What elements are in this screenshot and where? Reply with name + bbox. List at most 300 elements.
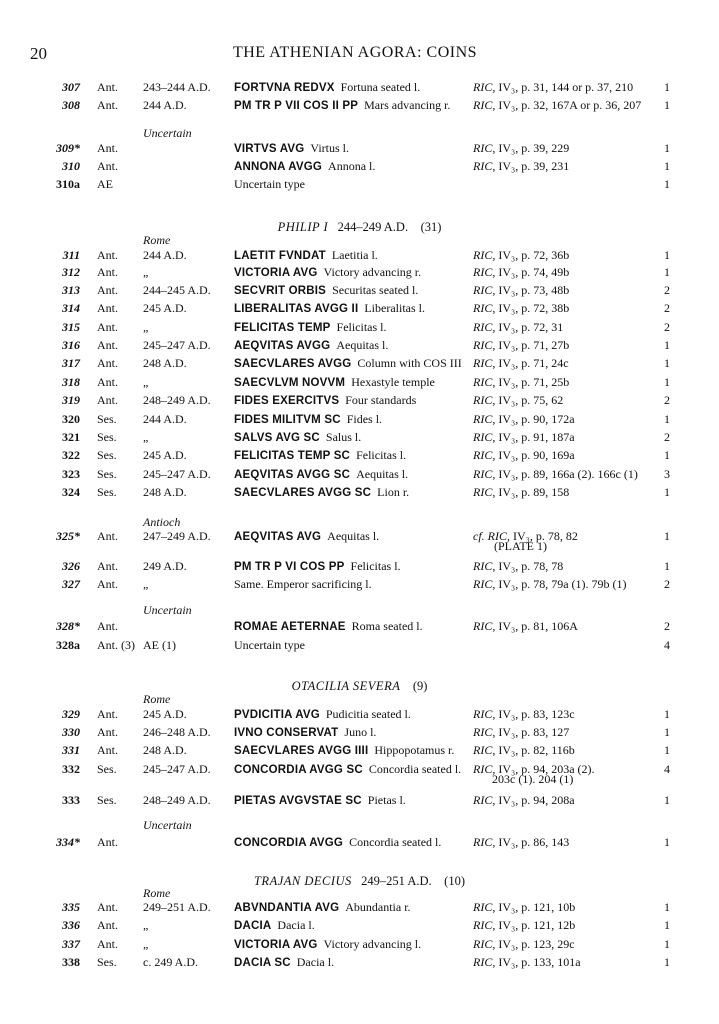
ric-label: RIC, — [473, 430, 496, 444]
ric-reference: IV₃, p. 82, 116b — [498, 743, 575, 757]
count: 1 — [664, 248, 670, 262]
legend-cell — [234, 96, 450, 115]
catalogue-number: 325* — [56, 529, 80, 543]
ric-label: RIC, — [473, 320, 496, 334]
page-header — [30, 44, 680, 68]
ric-reference: IV₃, p. 72, 38b — [498, 301, 570, 315]
date: 249 A.D. — [143, 559, 187, 573]
type-description: Annona l. — [328, 159, 376, 173]
type-description: Securitas seated l. — [332, 283, 419, 297]
ric-label: RIC, — [473, 725, 496, 739]
type-description: Juno l. — [344, 725, 377, 739]
catalogue-number: 338 — [62, 955, 80, 969]
catalogue-number: 309* — [56, 141, 80, 155]
legend-cell — [234, 791, 406, 810]
ric-label: RIC, — [473, 835, 496, 849]
date: 248–249 A.D. — [143, 793, 211, 807]
type-description: Pietas l. — [367, 793, 406, 807]
legend: DACIA — [234, 920, 272, 932]
ric-label: RIC, — [473, 762, 496, 776]
reference — [473, 157, 569, 175]
denomination: Ant. — [97, 320, 118, 334]
denomination: Ses. — [97, 793, 117, 807]
reference — [473, 465, 638, 483]
count: 2 — [664, 430, 670, 444]
denomination: Ant. — [97, 301, 118, 315]
date: 245–247 A.D. — [143, 467, 211, 481]
reference — [473, 617, 578, 635]
catalogue-number: 319 — [62, 393, 80, 407]
denomination: Ses. — [97, 467, 117, 481]
reference — [473, 78, 633, 96]
ric-label: RIC, — [473, 265, 496, 279]
type-description: Laetitia l. — [331, 248, 378, 262]
count: 1 — [664, 141, 670, 155]
table-row — [0, 557, 719, 575]
table-row — [0, 157, 719, 175]
denomination: Ses. — [97, 430, 117, 444]
ric-label: RIC, — [473, 937, 496, 951]
legend-cell — [234, 465, 408, 484]
denomination: Ant. (3) — [97, 638, 135, 652]
legend-cell — [234, 373, 435, 392]
section-emperor: TRAJAN DECIUS — [253, 874, 352, 888]
date: „ — [143, 918, 149, 932]
type-description: Hippopotamus r. — [374, 743, 455, 757]
table-row — [0, 636, 719, 654]
mint-label: Rome — [143, 692, 171, 706]
reference — [473, 410, 575, 428]
count: 1 — [664, 900, 670, 914]
legend-cell — [234, 336, 388, 355]
ric-reference: IV₃, p. 89, 166a (2). 166c (1) — [498, 467, 638, 481]
count: 1 — [664, 412, 670, 426]
date: „ — [143, 937, 149, 951]
ric-reference: IV₃, p. 31, 144 or p. 37, 210 — [498, 80, 634, 94]
type-description: Dacia l. — [277, 918, 315, 932]
denomination: Ant. — [97, 918, 118, 932]
legend-cell — [234, 446, 406, 465]
ric-label: RIC, — [473, 338, 496, 352]
type-description: Victory advancing r. — [323, 265, 422, 279]
page-number: 20 — [30, 44, 47, 63]
ric-label: RIC, — [473, 98, 496, 112]
ric-reference: IV₃, p. 72, 31 — [498, 320, 564, 334]
legend: IVNO CONSERVAT — [234, 727, 339, 739]
reference — [473, 446, 575, 464]
type-description: Aequitas l. — [327, 529, 380, 543]
reference — [473, 527, 578, 545]
legend-cell — [234, 391, 416, 410]
ric-label: RIC, — [473, 248, 496, 262]
ric-reference: IV₃, p. 39, 231 — [498, 159, 570, 173]
reference — [473, 916, 575, 934]
section-emperor: PHILIP I — [277, 220, 329, 234]
denomination: Ant. — [97, 619, 118, 633]
ric-reference: IV₃, p. 81, 106A — [498, 619, 578, 633]
catalogue-number: 323 — [62, 467, 80, 481]
ric-label: RIC, — [473, 918, 496, 932]
catalogue-number: 315 — [62, 320, 80, 334]
ric-label: RIC, — [473, 793, 496, 807]
legend: ANNONA AVGG — [234, 161, 323, 173]
legend: PVDICITIA AVG — [234, 709, 320, 721]
ric-label: RIC, — [473, 743, 496, 757]
type-description: Dacia l. — [296, 955, 335, 969]
table-row — [0, 916, 719, 934]
ric-reference: IV₃, p. 78, 78 — [498, 559, 564, 573]
type-description: Concordia seated l. — [368, 762, 462, 776]
count: 2 — [664, 619, 670, 633]
legend-cell — [234, 428, 361, 447]
reference — [473, 354, 569, 372]
type-description: Column with COS III — [357, 356, 462, 370]
denomination: Ant. — [97, 356, 118, 370]
catalogue-number: 328a — [56, 638, 80, 652]
count: 1 — [664, 485, 670, 499]
catalogue-number: 313 — [62, 283, 80, 297]
date: 243–244 A.D. — [143, 80, 211, 94]
section-heading-otacilia — [0, 679, 719, 694]
type-description: Mars advancing r. — [364, 98, 451, 112]
count: 2 — [664, 577, 670, 591]
date: „ — [143, 320, 149, 334]
denomination: Ant. — [97, 265, 118, 279]
count: 1 — [664, 743, 670, 757]
reference — [473, 898, 575, 916]
date: c. 249 A.D. — [143, 955, 198, 969]
count: 1 — [664, 159, 670, 173]
date: 244–245 A.D. — [143, 283, 211, 297]
type-description: Aequitas l. — [336, 338, 389, 352]
legend: PIETAS AVGVSTAE SC — [234, 795, 362, 807]
catalogue-number: 307 — [62, 80, 80, 94]
count: 4 — [664, 762, 670, 776]
legend: VIRTVS AVG — [234, 143, 305, 155]
table-row — [0, 263, 719, 281]
count: 1 — [664, 375, 670, 389]
denomination: Ant. — [97, 937, 118, 951]
count: 2 — [664, 320, 670, 334]
legend: AEQVITAS AVGG SC — [234, 469, 351, 481]
legend: SAECVLARES AVGG IIII — [234, 745, 369, 757]
ric-reference: IV₃, p. 123, 29c — [498, 937, 575, 951]
type-description: Lion r. — [377, 485, 410, 499]
legend-cell — [234, 139, 349, 158]
legend-cell — [234, 916, 315, 935]
legend-cell — [234, 953, 334, 972]
mint-label: Rome — [143, 233, 171, 247]
legend: AEQVITAS AVGG — [234, 340, 331, 352]
ric-label: RIC, — [473, 467, 496, 481]
type-description: Four standards — [345, 393, 417, 407]
table-row — [0, 373, 719, 391]
denomination: Ant. — [97, 159, 118, 173]
reference — [473, 299, 569, 317]
type-description: Fides l. — [346, 412, 383, 426]
ric-reference: IV₃, p. 90, 169a — [498, 448, 575, 462]
ric-reference: IV₃, p. 78, 79a (1). 79b (1) — [498, 577, 627, 591]
legend: ROMAE AETERNAE — [234, 621, 346, 633]
section-heading-trajan — [0, 874, 719, 889]
count: 1 — [664, 707, 670, 721]
legend: VICTORIA AVG — [234, 267, 318, 279]
date: 247–249 A.D. — [143, 529, 211, 543]
count: 1 — [664, 98, 670, 112]
legend-cell — [234, 281, 418, 300]
legend: SAECVLVM NOVVM — [234, 377, 346, 389]
mint-label: Rome — [143, 886, 171, 900]
reference — [473, 833, 569, 851]
table-row — [0, 575, 719, 593]
legend: DACIA SC — [234, 957, 291, 969]
legend: SAECVLARES AVGG — [234, 358, 352, 370]
catalogue-number: 336 — [62, 918, 80, 932]
reference — [473, 483, 569, 501]
ref-continuation: 203c (1). 204 (1) — [492, 772, 574, 786]
section-count: (9) — [412, 679, 428, 693]
denomination: Ant. — [97, 80, 118, 94]
ric-reference: IV₃, p. 83, 123c — [498, 707, 575, 721]
table-row — [0, 791, 719, 809]
ric-reference: IV₃, p. 133, 101a — [498, 955, 581, 969]
section-dates: 244–249 A.D. — [337, 220, 409, 234]
ric-reference: IV₃, p. 73, 48b — [498, 283, 570, 297]
catalogue-number: 324 — [62, 485, 80, 499]
count: 1 — [664, 177, 670, 191]
count: 1 — [664, 835, 670, 849]
legend: ABVNDANTIA AVG — [234, 902, 340, 914]
denomination: Ant. — [97, 725, 118, 739]
legend: AEQVITAS AVG — [234, 531, 322, 543]
count: 1 — [664, 937, 670, 951]
legend: VICTORIA AVG — [234, 939, 318, 951]
legend: LAETIT FVNDAT — [234, 250, 326, 262]
date: 248 A.D. — [143, 356, 187, 370]
count: 1 — [664, 80, 670, 94]
legend-cell — [234, 617, 423, 636]
table-row — [0, 760, 719, 778]
date: 249–251 A.D. — [143, 900, 211, 914]
ric-label: cf. RIC, — [473, 529, 510, 543]
reference — [473, 391, 563, 409]
table-row — [0, 410, 719, 428]
table-row — [0, 833, 719, 851]
mint-label: Uncertain — [143, 126, 192, 140]
type-description: Aequitas l. — [356, 467, 409, 481]
ric-label: RIC, — [473, 900, 496, 914]
mint-label: Uncertain — [143, 818, 192, 832]
catalogue-number: 334* — [56, 835, 80, 849]
count: 4 — [664, 638, 670, 652]
reference — [473, 557, 563, 575]
date: AE (1) — [143, 638, 176, 652]
table-row — [0, 175, 719, 193]
type-description: Salus l. — [325, 430, 362, 444]
catalogue-number: 328* — [56, 619, 80, 633]
count: 2 — [664, 301, 670, 315]
table-row — [0, 281, 719, 299]
legend-cell — [234, 157, 375, 176]
reference — [473, 139, 569, 157]
denomination: Ses. — [97, 485, 117, 499]
table-row — [0, 953, 719, 971]
denomination: Ant. — [97, 835, 118, 849]
ric-reference: IV₃, p. 83, 127 — [498, 725, 570, 739]
ric-reference: IV₃, p. 121, 10b — [498, 900, 576, 914]
catalogue-number: 310a — [56, 177, 80, 191]
ric-label: RIC, — [473, 80, 496, 94]
date: 244 A.D. — [143, 248, 187, 262]
catalogue-number: 316 — [62, 338, 80, 352]
denomination: Ses. — [97, 412, 117, 426]
count: 1 — [664, 725, 670, 739]
catalogue-number: 335 — [62, 900, 80, 914]
denomination: Ant. — [97, 338, 118, 352]
reference — [473, 741, 575, 759]
type-description: Felicitas l. — [356, 448, 407, 462]
table-row — [0, 741, 719, 759]
legend: SAECVLARES AVGG SC — [234, 487, 372, 499]
type-description: Liberalitas l. — [364, 301, 425, 315]
mint-label: Antioch — [143, 515, 181, 529]
count: 2 — [664, 393, 670, 407]
type-description: Victory advancing l. — [323, 937, 422, 951]
ric-reference: IV₃, p. 39, 229 — [498, 141, 570, 155]
legend-cell — [234, 575, 372, 594]
type-description: Same. Emperor sacrificing l. — [234, 577, 372, 591]
ric-reference: IV₃, p. 75, 62 — [498, 393, 564, 407]
ric-reference: IV₃, p. 89, 158 — [498, 485, 570, 499]
denomination: AE — [97, 177, 113, 191]
section-dates: 249–251 A.D. — [361, 874, 432, 888]
denomination: Ant. — [97, 529, 118, 543]
catalogue-number: 330 — [62, 725, 80, 739]
table-row — [0, 299, 719, 317]
table-row — [0, 354, 719, 372]
legend: FELICITAS TEMP SC — [234, 450, 351, 462]
denomination: Ses. — [97, 955, 117, 969]
count: 1 — [664, 448, 670, 462]
legend-cell — [234, 410, 382, 429]
reference — [473, 760, 595, 778]
ric-label: RIC, — [473, 619, 496, 633]
count: 3 — [664, 467, 670, 481]
ric-label: RIC, — [473, 707, 496, 721]
reference — [473, 246, 569, 264]
table-row — [0, 898, 719, 916]
reference — [473, 935, 575, 953]
legend-cell — [234, 636, 305, 655]
reference — [473, 575, 627, 593]
table-row — [0, 428, 719, 446]
table-row — [0, 318, 719, 336]
type-description: Hexastyle temple — [351, 375, 435, 389]
ric-reference: IV₃, p. 91, 187a — [498, 430, 575, 444]
legend: CONCORDIA AVGG SC — [234, 764, 363, 776]
plate-note: (PLATE 1) — [494, 539, 547, 553]
ric-label: RIC, — [473, 448, 496, 462]
legend-cell — [234, 935, 421, 954]
reference — [473, 336, 569, 354]
date: 245–247 A.D. — [143, 338, 211, 352]
count: 1 — [664, 265, 670, 279]
ric-reference: IV₃, p. 71, 25b — [498, 375, 570, 389]
date: 245–247 A.D. — [143, 762, 211, 776]
denomination: Ant. — [97, 707, 118, 721]
type-description: Concordia seated l. — [349, 835, 442, 849]
denomination: Ant. — [97, 98, 118, 112]
ric-label: RIC, — [473, 283, 496, 297]
ric-reference: IV₃, p. 78, 82 — [513, 529, 578, 543]
denomination: Ant. — [97, 900, 118, 914]
date: 248 A.D. — [143, 485, 187, 499]
ric-reference: IV₃, p. 86, 143 — [498, 835, 570, 849]
legend: LIBERALITAS AVGG II — [234, 303, 359, 315]
table-row — [0, 705, 719, 723]
ric-label: RIC, — [473, 393, 496, 407]
table-row — [0, 723, 719, 741]
catalogue-number: 312 — [62, 265, 80, 279]
type-description: Uncertain type — [234, 177, 305, 191]
count: 1 — [664, 918, 670, 932]
denomination: Ant. — [97, 393, 118, 407]
count: 1 — [664, 793, 670, 807]
reference — [473, 318, 563, 336]
ric-label: RIC, — [473, 356, 496, 370]
table-row — [0, 527, 719, 545]
table-row — [0, 139, 719, 157]
catalogue-number: 327 — [62, 577, 80, 591]
date: 244 A.D. — [143, 412, 187, 426]
catalogue-number: 314 — [62, 301, 80, 315]
catalogue-number: 308 — [62, 98, 80, 112]
section-count: (10) — [444, 874, 465, 888]
legend-cell — [234, 483, 409, 502]
ric-label: RIC, — [473, 577, 496, 591]
legend-cell — [234, 557, 401, 576]
date: 246–248 A.D. — [143, 725, 211, 739]
table-row — [0, 96, 719, 114]
catalogue-number: 321 — [62, 430, 80, 444]
table-row — [0, 483, 719, 501]
date: 248 A.D. — [143, 743, 187, 757]
ric-reference: IV₃, p. 90, 172a — [498, 412, 575, 426]
catalogue-number: 317 — [62, 356, 80, 370]
legend-cell — [234, 299, 425, 318]
type-description: Pudicitia seated l. — [325, 707, 411, 721]
count: 1 — [664, 356, 670, 370]
type-description: Roma seated l. — [351, 619, 423, 633]
date: „ — [143, 430, 149, 444]
date: „ — [143, 265, 149, 279]
section-heading-philip — [0, 220, 719, 235]
catalogue-number: 333 — [62, 793, 80, 807]
ric-reference: IV₃, p. 71, 27b — [498, 338, 570, 352]
catalogue-number: 310 — [62, 159, 80, 173]
count: 1 — [664, 955, 670, 969]
date: „ — [143, 375, 149, 389]
legend-cell — [234, 78, 420, 97]
denomination: Ses. — [97, 448, 117, 462]
legend-cell — [234, 723, 376, 742]
ric-reference: IV₃, p. 94, 208a — [498, 793, 575, 807]
catalogue-number: 337 — [62, 937, 80, 951]
table-row — [0, 935, 719, 953]
reference — [473, 705, 575, 723]
ric-label: RIC, — [473, 159, 496, 173]
reference — [473, 428, 575, 446]
